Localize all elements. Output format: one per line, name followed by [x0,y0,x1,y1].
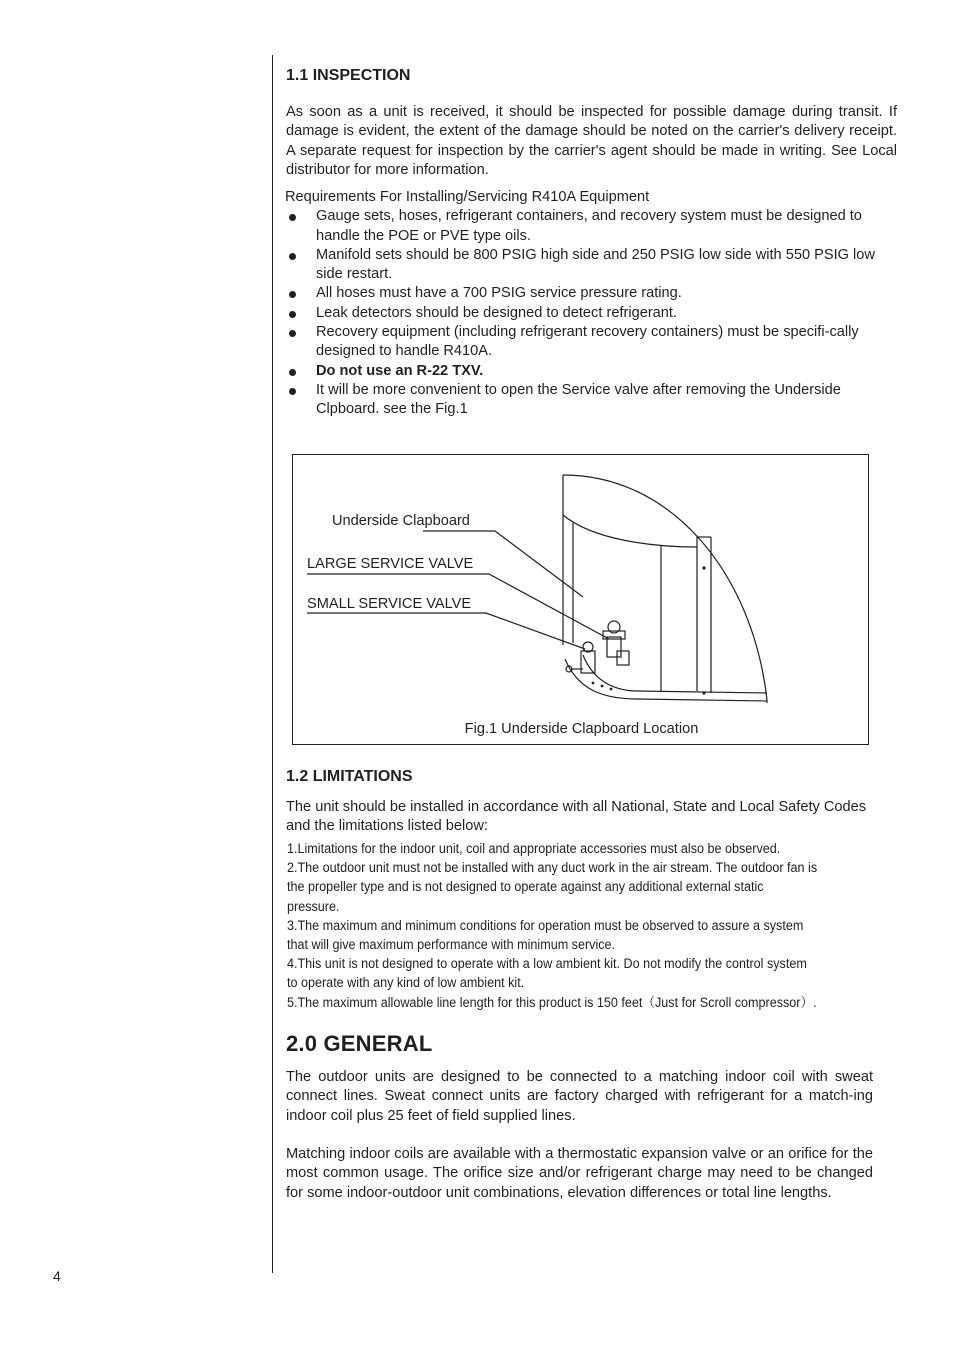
inspection-paragraph: As soon as a unit is received, it should be inspected for possible damage during transit. If damage is evident, the extent of the damage should be noted on the carrier's delivery receipt. A separate request for inspection by the carrier's agent should be made in writing. See Local distributor for more information. [286,104,897,178]
general-body-1 [286,1068,873,1126]
inspection-heading: 1.1 INSPECTION [286,67,411,84]
list-item: Do not use an R-22 TXV. [285,362,905,381]
label-small-service-valve: SMALL SERVICE VALVE [307,596,472,612]
limitation-line: 1.Limitations for the indoor unit, coil and appropriate accessories must also be observed. [287,841,781,856]
limitations-intro: The unit should be installed in accordance with all National, State and Local Safety Codes and the limitations listed below: [286,799,867,835]
list-item: Gauge sets, hoses, refrigerant containers, and recovery system must be designed to handle the POE or PVE type oils. [285,207,905,246]
bullet-icon [289,330,296,337]
limitation-line: 3.The maximum and minimum conditions for operation must be observed to assure a system [287,917,804,933]
figure-underside-clapboard [292,454,869,745]
list-item: All hoses must have a 700 PSIG service pressure rating. [285,284,905,303]
bullet-icon [289,369,296,376]
limitation-line: 5.The maximum allowable line length for this product is 150 feet（Just for Scroll compressor）. [287,994,817,1010]
limitation-line: 4.This unit is not designed to operate with a low ambient kit. Do not modify the control system [287,956,807,972]
limitation-line: to operate with any kind of low ambient kit. [287,975,525,991]
vertical-rule [272,55,273,1273]
general-section [286,1031,898,1057]
general-paragraph-2: Matching indoor coils are available with a thermostatic expansion valve or an orifice for the most common usage. The orifice size and/or refrigerant charge may need to be changed for some indoor-outdoor unit combinations, elevation differences or total line lengths. [286,1146,873,1201]
inspection-section [286,67,898,85]
page-number: 4 [53,1268,61,1284]
limitations-section [286,768,898,786]
limitation-line: 2.The outdoor unit must not be installed with any duct work in the air stream. The outdoor fan is [287,860,818,876]
list-item: Manifold sets should be 800 PSIG high side and 250 PSIG low side with 550 PSIG low side restart. [285,246,905,285]
bullet-icon [289,253,296,260]
limitations-intro-block [286,798,886,837]
limitation-line: that will give maximum performance with minimum service. [287,937,616,953]
bullet-icon [289,311,296,318]
list-item: Recovery equipment (including refrigerant recovery containers) must be specifi-cally designed to handle R410A. [285,323,905,362]
requirements-list [285,188,905,420]
label-underside-clapboard: Underside Clapboard [332,513,470,529]
limitation-line: pressure. [287,898,340,914]
bullet-icon [289,388,296,395]
requirements-title: Requirements For Installing/Servicing R410A Equipment [285,189,650,205]
limitations-heading: 1.2 LIMITATIONS [286,768,413,785]
general-heading: 2.0 GENERAL [286,1031,433,1056]
bullet-icon [289,291,296,298]
general-paragraph-1: The outdoor units are designed to be connected to a matching indoor coil with sweat connect lines. Sweat connect units are factory charged with refrigerant for a match-ing indoor coil plus 25 feet of field supplied lines. [286,1069,873,1124]
limitations-list [287,839,899,1012]
figure-caption: Fig.1 Underside Clapboard Location [464,721,699,737]
general-body-2 [286,1145,873,1203]
label-large-service-valve: LARGE SERVICE VALVE [307,556,474,572]
bullet-icon [289,214,296,221]
list-item: Leak detectors should be designed to detect refrigerant. [285,304,905,323]
list-item: It will be more convenient to open the Service valve after removing the Underside Clpboard. see the Fig.1 [285,381,905,420]
limitation-line: the propeller type and is not designed to operate against any additional external static [287,879,764,895]
inspection-body [286,103,897,180]
